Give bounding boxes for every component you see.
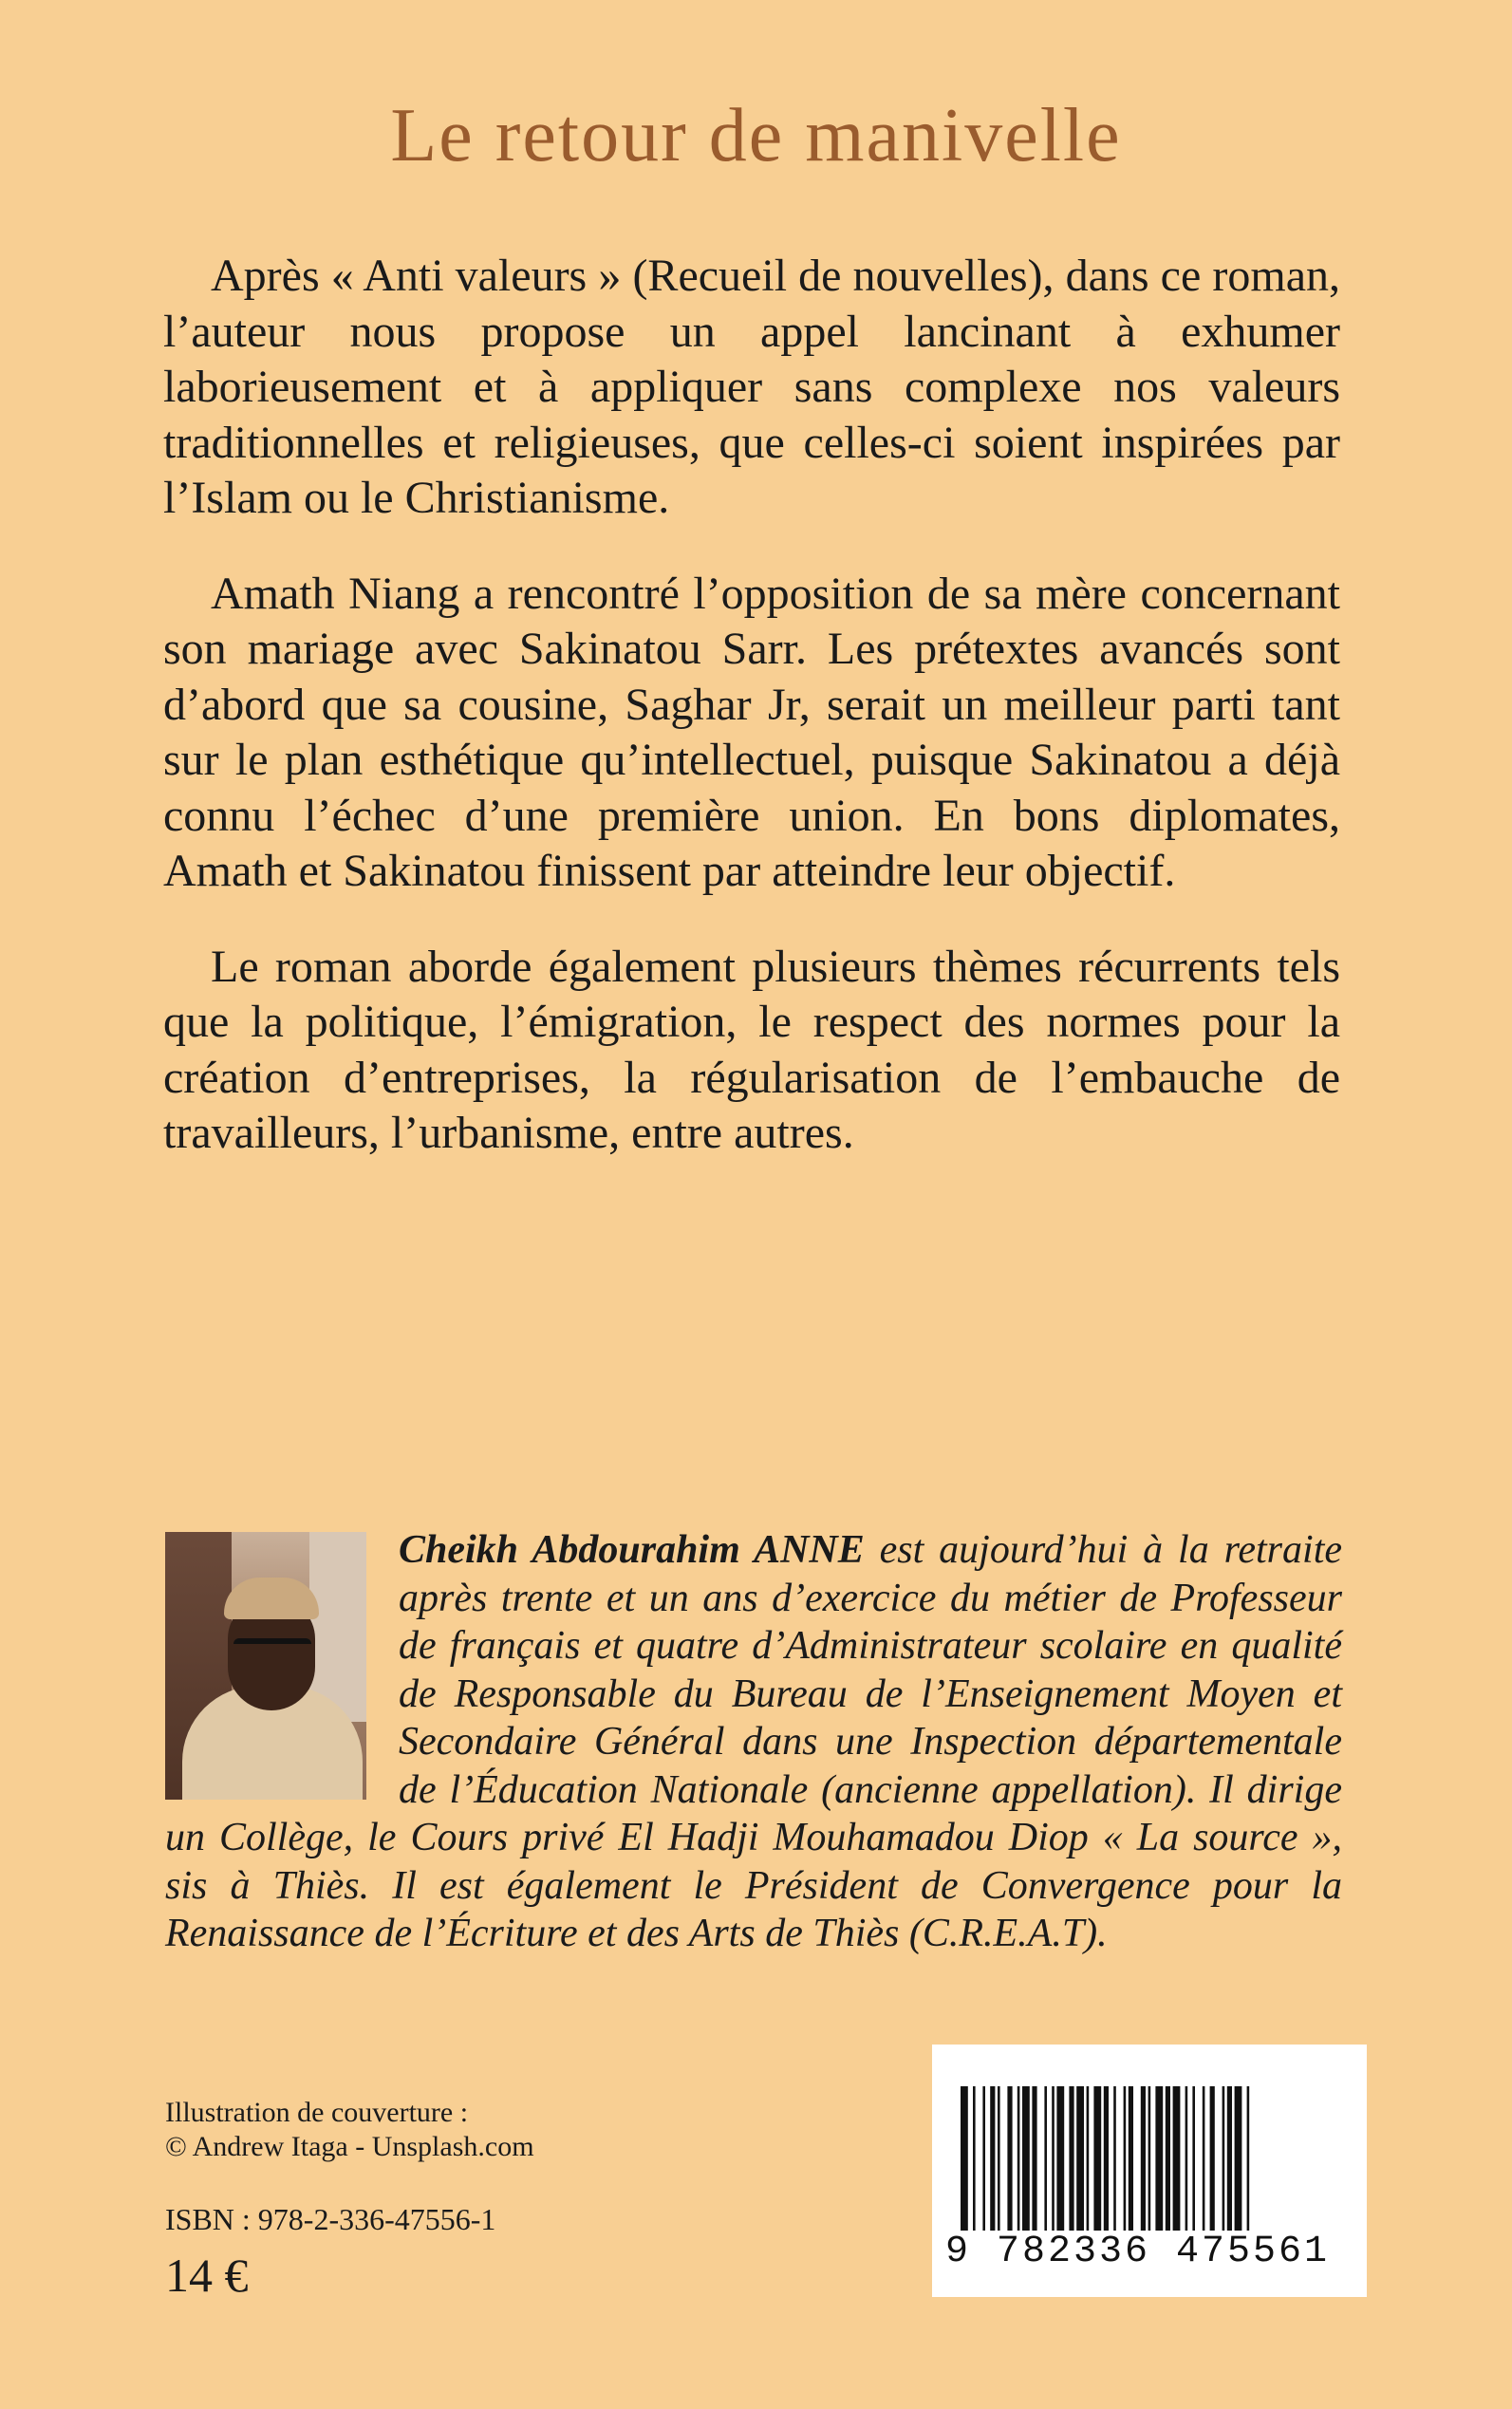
barcode-bar	[1052, 2086, 1055, 2231]
author-section	[165, 1526, 1342, 1958]
barcode-bar	[1203, 2086, 1205, 2231]
barcode-bar	[1113, 2086, 1116, 2231]
isbn-text: ISBN : 978-2-336-47556-1	[165, 2202, 496, 2236]
barcode-bar	[982, 2086, 985, 2231]
barcode-digits: 9 782336 475561	[945, 2231, 1331, 2273]
synopsis-paragraph: Après « Anti valeurs » (Recueil de nouvelles), dans ce roman, l’auteur nous propose un appel lancinant à exhumer laborieusement et à appliquer sans complexe nos valeurs traditionnelles et religieuses, que celles-ci soient inspirées par l’Islam ou le Christianisme.	[163, 251, 1340, 523]
barcode-bar	[1227, 2086, 1232, 2231]
barcode-bar	[973, 2086, 976, 2231]
barcode-bar	[1223, 2086, 1225, 2231]
author-name: Cheikh Abdourahim ANNE	[399, 1528, 865, 1572]
author-photo	[165, 1532, 366, 1800]
barcode-bar	[1087, 2086, 1090, 2231]
barcode-bar	[1017, 2086, 1020, 2231]
credits-line: Illustration de couverture :	[165, 2097, 469, 2128]
barcode-bar	[1155, 2086, 1163, 2231]
book-title: Le retour de manivelle	[390, 94, 1122, 177]
synopsis-paragraph: Amath Niang a rencontré l’opposition de sa mère concernant son mariage avec Sakinatou Sarr. Les prétextes avancés sont d’abord que sa cousine, Saghar Jr, serait un meilleur parti tant sur le plan esthétique qu’intellectuel, puisque Sakinatou a déjà connu l’échec d’une première union. En bons diplomates, Amath et Sakinatou finissent par atteindre leur objectif.	[163, 568, 1340, 896]
barcode-bar	[1069, 2086, 1073, 2231]
barcode-bar	[1044, 2086, 1047, 2231]
credits-line: © Andrew Itaga - Unsplash.com	[165, 2131, 534, 2162]
barcode-bar	[1076, 2086, 1084, 2231]
author-bio-text: est aujourd’hui à la retraite après trente et un ans d’exercice du métier de Professeur de français et quatre d’Administrateur scolaire en qualité de Responsable du Bureau de l’Enseignement Moyen et Secondaire Général dans une Inspection départementale de l’Éducation Nationale (ancienne appellation). Il dirige un Collège, le Cours privé El Hadji Mouhamadou Diop « La source », sis à Thiès. Il est également le Président de Convergence pour la Renaissance de l’Écriture et des Arts de Thiès (C.R.E.A.T).	[165, 1528, 1343, 1955]
barcode-bar	[961, 2086, 968, 2231]
barcode-bar	[1166, 2086, 1170, 2231]
barcode-bar	[1235, 2086, 1242, 2231]
barcode-bar	[1124, 2086, 1127, 2231]
cover-credits	[165, 2096, 534, 2164]
barcode-bar	[1173, 2086, 1181, 2231]
barcode-bar	[990, 2086, 995, 2231]
barcode-bar	[998, 2086, 1000, 2231]
barcode-bar	[1247, 2086, 1250, 2231]
synopsis	[163, 249, 1340, 1202]
barcode-bar	[1056, 2086, 1064, 2231]
barcode-bar	[1185, 2086, 1188, 2231]
barcode-bar	[1129, 2086, 1133, 2231]
synopsis-paragraph: Le roman aborde également plusieurs thèmes récurrents tels que la politique, l’émigration, le respect des normes pour la création d’entreprises, la régularisation de l’embauche de travailleurs, l’urbanisme, entre autres.	[163, 941, 1340, 1158]
barcode-bar	[1022, 2086, 1030, 2231]
price-text: 14 €	[165, 2249, 249, 2302]
barcode-bar	[1148, 2086, 1151, 2231]
barcode-bar	[1104, 2086, 1109, 2231]
barcode-bar	[1032, 2086, 1036, 2231]
barcode-bar	[1141, 2086, 1146, 2231]
barcode-bar	[1210, 2086, 1215, 2231]
barcode-bar	[1192, 2086, 1195, 2231]
barcode-bar	[1093, 2086, 1101, 2231]
barcode-bar	[1007, 2086, 1012, 2231]
barcode	[932, 2045, 1367, 2297]
